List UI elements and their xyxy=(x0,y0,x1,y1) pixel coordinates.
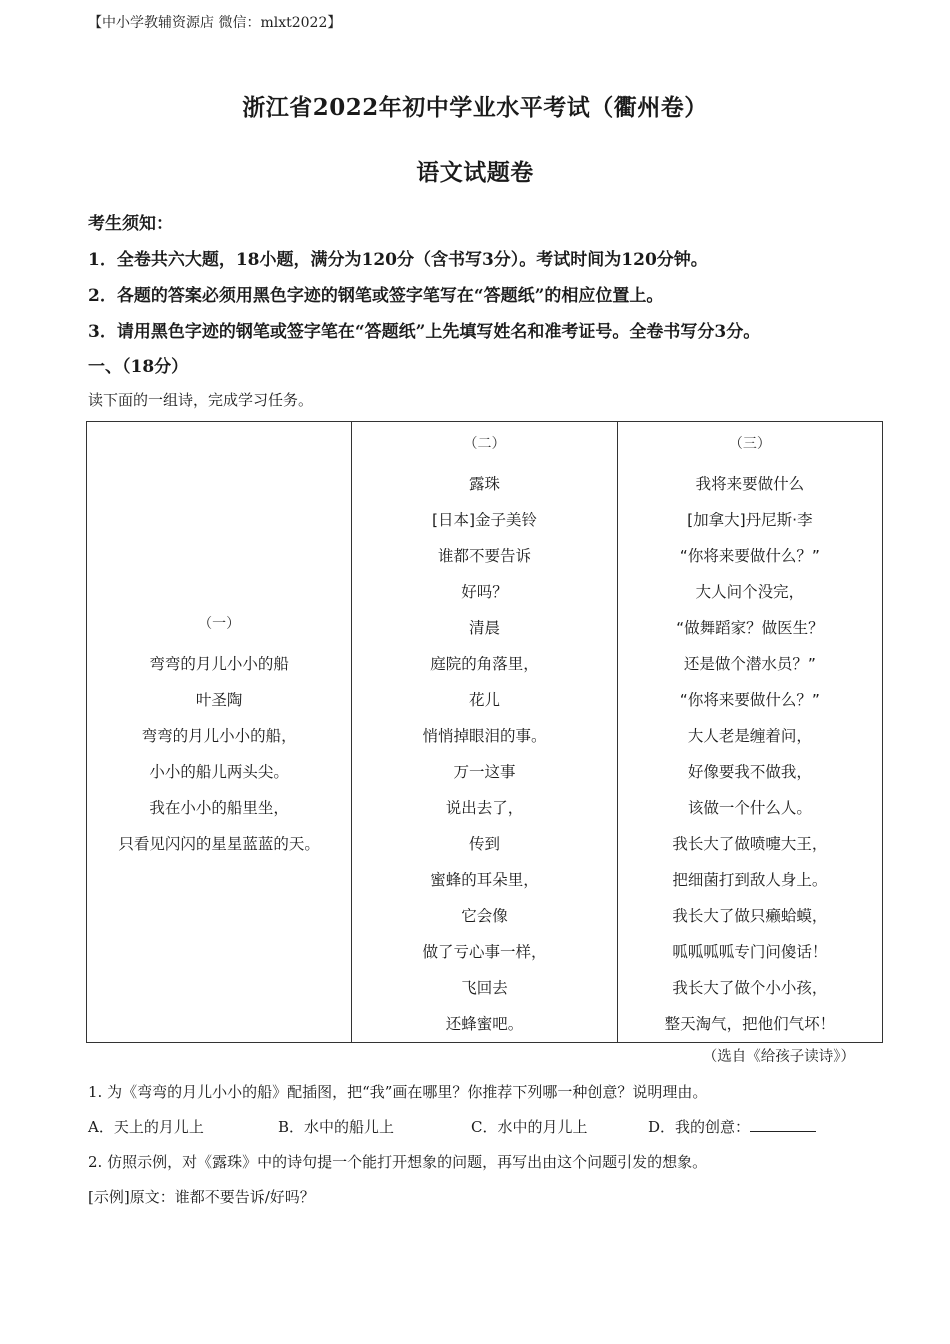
poem-line: 我长大了做喷嚏大王， xyxy=(672,835,828,853)
option-d-label: D．我的创意： xyxy=(648,1118,751,1136)
section-one-heading: 一、（18分） xyxy=(88,357,189,377)
poem-column-3 xyxy=(617,422,882,1043)
poem-line: 传到 xyxy=(468,835,500,853)
poem-title: 露珠 xyxy=(468,475,500,493)
poem-line: 飞回去 xyxy=(461,979,508,997)
notice-item-3: 3．请用黑色字迹的钢笔或签字笔在“答题纸”上先填写姓名和准考证号。全卷书写分3分。 xyxy=(88,322,761,342)
poem-title: 弯弯的月儿小小的船 xyxy=(149,655,289,673)
poem-line: 呱呱呱呱专门问傻话！ xyxy=(672,943,828,961)
notice-heading: 考生须知： xyxy=(88,214,173,234)
poem-line: 我长大了做个小小孩， xyxy=(672,979,828,997)
notice-item-2: 2．各题的答案必须用黑色字迹的钢笔或签字笔写在“答题纸”的相应位置上。 xyxy=(88,286,664,306)
poem-line: “做舞蹈家？做医生？ xyxy=(676,619,824,637)
exam-title: 浙江省2022年初中学业水平考试（衢州卷） xyxy=(242,94,708,121)
poem-line: 谁都不要告诉 xyxy=(437,547,531,565)
poem-number: （三） xyxy=(728,436,771,452)
poem-line: 大人问个没完， xyxy=(695,583,805,601)
poem-line: “你将来要做什么？” xyxy=(679,547,820,565)
poem-source: （选自《给孩子读诗》） xyxy=(702,1049,855,1065)
poem-line: 弯弯的月儿小小的船， xyxy=(141,727,297,745)
poem-line: 我长大了做只癞蛤蟆， xyxy=(672,907,828,925)
poem-line: 我在小小的船里坐， xyxy=(149,799,289,817)
option-b: B．水中的船儿上 xyxy=(278,1118,395,1136)
poem-line: 还是做个潜水员？” xyxy=(683,655,816,673)
poem-number: （一） xyxy=(198,616,241,632)
poem-line: 说出去了， xyxy=(445,799,524,817)
option-a: A．天上的月儿上 xyxy=(88,1118,204,1136)
poem-line: 庭院的角落里， xyxy=(430,655,539,673)
poem-table xyxy=(86,421,883,1043)
poem-line: 蜜蜂的耳朵里， xyxy=(430,871,539,889)
poem-line: 悄悄掉眼泪的事。 xyxy=(422,727,547,745)
notice-item-1: 1．全卷共六大题，18小题，满分为120分（含书写3分）。考试时间为120分钟。 xyxy=(88,250,708,270)
question-2: 2. 仿照示例，对《露珠》中的诗句提一个能打开想象的问题，再写出由这个问题引发的想象。 xyxy=(88,1153,708,1171)
poem-line: 还蜂蜜吧。 xyxy=(445,1015,524,1033)
reading-instruction: 读下面的一组诗，完成学习任务。 xyxy=(88,391,314,409)
question-1: 1. 为《弯弯的月儿小小的船》配插图，把“我”画在哪里？你推荐下列哪一种创意？说明理由。 xyxy=(88,1083,708,1101)
poem-line: 好像要我不做我， xyxy=(687,763,812,781)
poem-line: 只看见闪闪的星星蓝蓝的天。 xyxy=(118,835,320,853)
poem-author: [加拿大]丹尼斯·李 xyxy=(687,511,813,529)
poem-author: 叶圣陶 xyxy=(195,691,243,709)
header-note: 【中小学教辅资源店 微信：mlxt2022】 xyxy=(88,15,342,31)
poem-column-1 xyxy=(87,422,352,1043)
option-d xyxy=(648,1116,816,1137)
option-c: C．水中的月儿上 xyxy=(471,1118,588,1136)
question-1-options xyxy=(88,1116,868,1138)
poem-line: 好吗？ xyxy=(461,583,508,601)
poem-line: 清晨 xyxy=(468,619,500,637)
poem-line: 小小的船儿两头尖。 xyxy=(149,763,289,781)
poem-line: 它会像 xyxy=(461,907,508,925)
exam-subtitle: 语文试题卷 xyxy=(416,159,534,186)
poem-line: 把细菌打到敌人身上。 xyxy=(672,871,828,889)
poem-line: “你将来要做什么？” xyxy=(679,691,820,709)
poem-number: （二） xyxy=(463,436,506,452)
poem-line: 该做一个什么人。 xyxy=(687,799,812,817)
poem-line: 大人老是缠着问， xyxy=(687,727,812,745)
poem-author: [日本]金子美铃 xyxy=(431,511,538,529)
poem-title: 我将来要做什么 xyxy=(695,475,805,493)
poem-line: 做了亏心事一样， xyxy=(422,943,547,961)
answer-blank[interactable] xyxy=(750,1117,816,1132)
example-text: [示例]原文：谁都不要告诉/好吗？ xyxy=(88,1188,315,1206)
poem-line: 花儿 xyxy=(468,691,500,709)
poem-line: 万一这事 xyxy=(453,763,516,781)
poem-line: 整天淘气，把他们气坏！ xyxy=(664,1015,836,1033)
poem-column-2 xyxy=(352,422,617,1043)
